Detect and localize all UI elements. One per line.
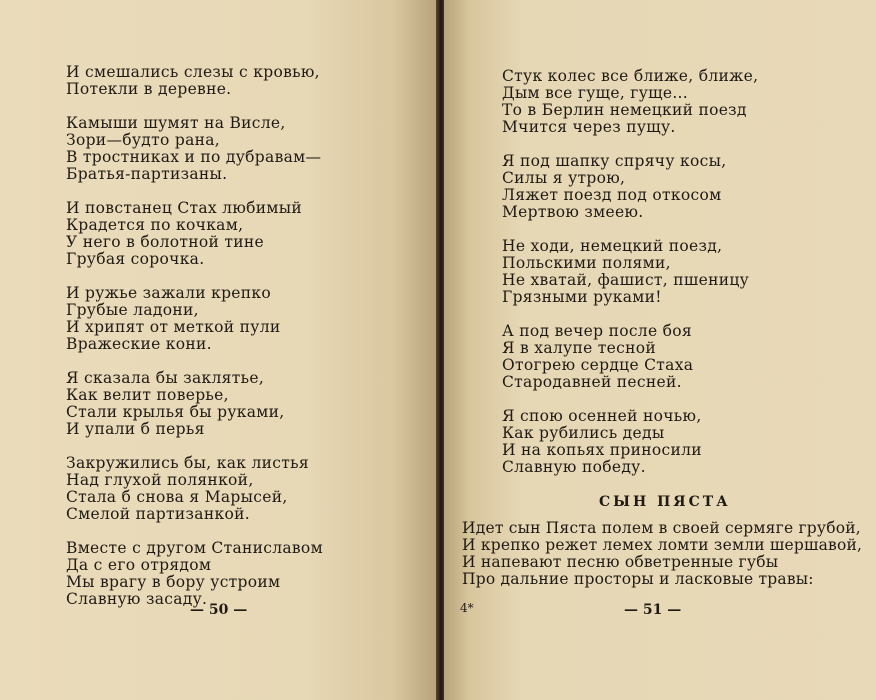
poem-line: Я сказала бы заклятье,: [66, 369, 265, 387]
poem-line: Грубые ладони,: [66, 301, 199, 319]
right-page-text: [502, 68, 758, 493]
poem-line: Братья-партизаны.: [66, 165, 228, 183]
stanza: [66, 64, 323, 98]
poem-line: Мертвою змеею.: [502, 203, 644, 221]
poem-line: Мы врагу в бору устроим: [66, 573, 281, 591]
poem-line: Польскими полями,: [502, 254, 671, 272]
poem-line: В тростниках и по дубравам—: [66, 148, 322, 166]
stanza: [66, 540, 323, 608]
stanza: [502, 153, 758, 221]
stanza: [502, 323, 758, 391]
poem-line: Ляжет поезд под откосом: [502, 186, 722, 204]
poem-line: Потекли в деревне.: [66, 80, 232, 98]
poem-line: Не ходи, немецкий поезд,: [502, 237, 723, 255]
poem-line: И хрипят от меткой пули: [66, 318, 281, 336]
stanza: [66, 285, 323, 353]
stanza: [66, 115, 323, 183]
poem-line: И повстанец Стах любимый: [66, 199, 302, 217]
right-page: [444, 0, 876, 700]
poem-line: Как велит поверье,: [66, 386, 229, 404]
poem-line: Смелой партизанкой.: [66, 505, 250, 523]
stanza: [66, 370, 323, 438]
poem-title: СЫН ПЯСТА: [599, 494, 731, 510]
poem-line: Дым все гуще, гуще...: [502, 84, 689, 102]
poem-line: Я спою осенней ночью,: [502, 407, 702, 425]
poem-line: Не хватай, фашист, пшеницу: [502, 271, 750, 289]
poem-line: У него в болотной тине: [66, 233, 265, 251]
poem-body: [462, 520, 862, 588]
poem-line: И напевают песню обветренные губы: [462, 553, 779, 571]
poem-line: Крадется по кочкам,: [66, 216, 244, 234]
poem-line: А под вечер после боя: [502, 322, 692, 340]
poem-line: Вражеские кони.: [66, 335, 212, 353]
page-number-left: — 50 —: [190, 602, 248, 618]
stanza: [502, 408, 758, 476]
stanza: [66, 200, 323, 268]
poem-line: Зори—будто рана,: [66, 131, 221, 149]
poem-line: Идет сын Пяста полем в своей сермяге грубой,: [462, 519, 861, 537]
stanza: [502, 68, 758, 136]
poem-line: То в Берлин немецкий поезд: [502, 101, 747, 119]
poem-line: Я в халупе тесной: [502, 339, 656, 357]
signature-mark: 4*: [460, 601, 474, 615]
poem-line: И на копьях приносили: [502, 441, 702, 459]
stanza: [66, 455, 323, 523]
page-number-right: — 51 —: [624, 602, 682, 618]
poem-line: Про дальние просторы и ласковые травы:: [462, 570, 814, 588]
poem-line: Стали крылья бы руками,: [66, 403, 285, 421]
stanza: [502, 238, 758, 306]
poem-line: Стук колес все ближе, ближе,: [502, 67, 759, 85]
poem-line: Грязными руками!: [502, 288, 662, 306]
poem-line: Закружились бы, как листья: [66, 454, 309, 472]
poem-line: Камыши шумят на Висле,: [66, 114, 286, 132]
poem-line: Да с его отрядом: [66, 556, 212, 574]
poem-line: Мчится через пущу.: [502, 118, 676, 136]
poem-line: И смешались слезы с кровью,: [66, 63, 320, 81]
poem-line: И ружье зажали крепко: [66, 284, 272, 302]
poem-line: Я под шапку спрячу косы,: [502, 152, 727, 170]
left-page-text: [66, 64, 323, 625]
poem-line: Грубая сорочка.: [66, 250, 205, 268]
poem-line: И крепко режет лемех ломти земли шершавой,: [462, 536, 863, 554]
poem-line: Стародавней песней.: [502, 373, 682, 391]
poem-line: Славную засаду.: [66, 590, 208, 608]
poem-line: Как рубились деды: [502, 424, 665, 442]
poem-line: И упали б перья: [66, 420, 205, 438]
poem-line: Силы я утрою,: [502, 169, 626, 187]
poem-line: Над глухой полянкой,: [66, 471, 254, 489]
poem-line: Славную победу.: [502, 458, 646, 476]
poem-line: Отогрею сердце Стаха: [502, 356, 694, 374]
poem-line: Стала б снова я Марысей,: [66, 488, 288, 506]
poem-line: Вместе с другом Станиславом: [66, 539, 323, 557]
